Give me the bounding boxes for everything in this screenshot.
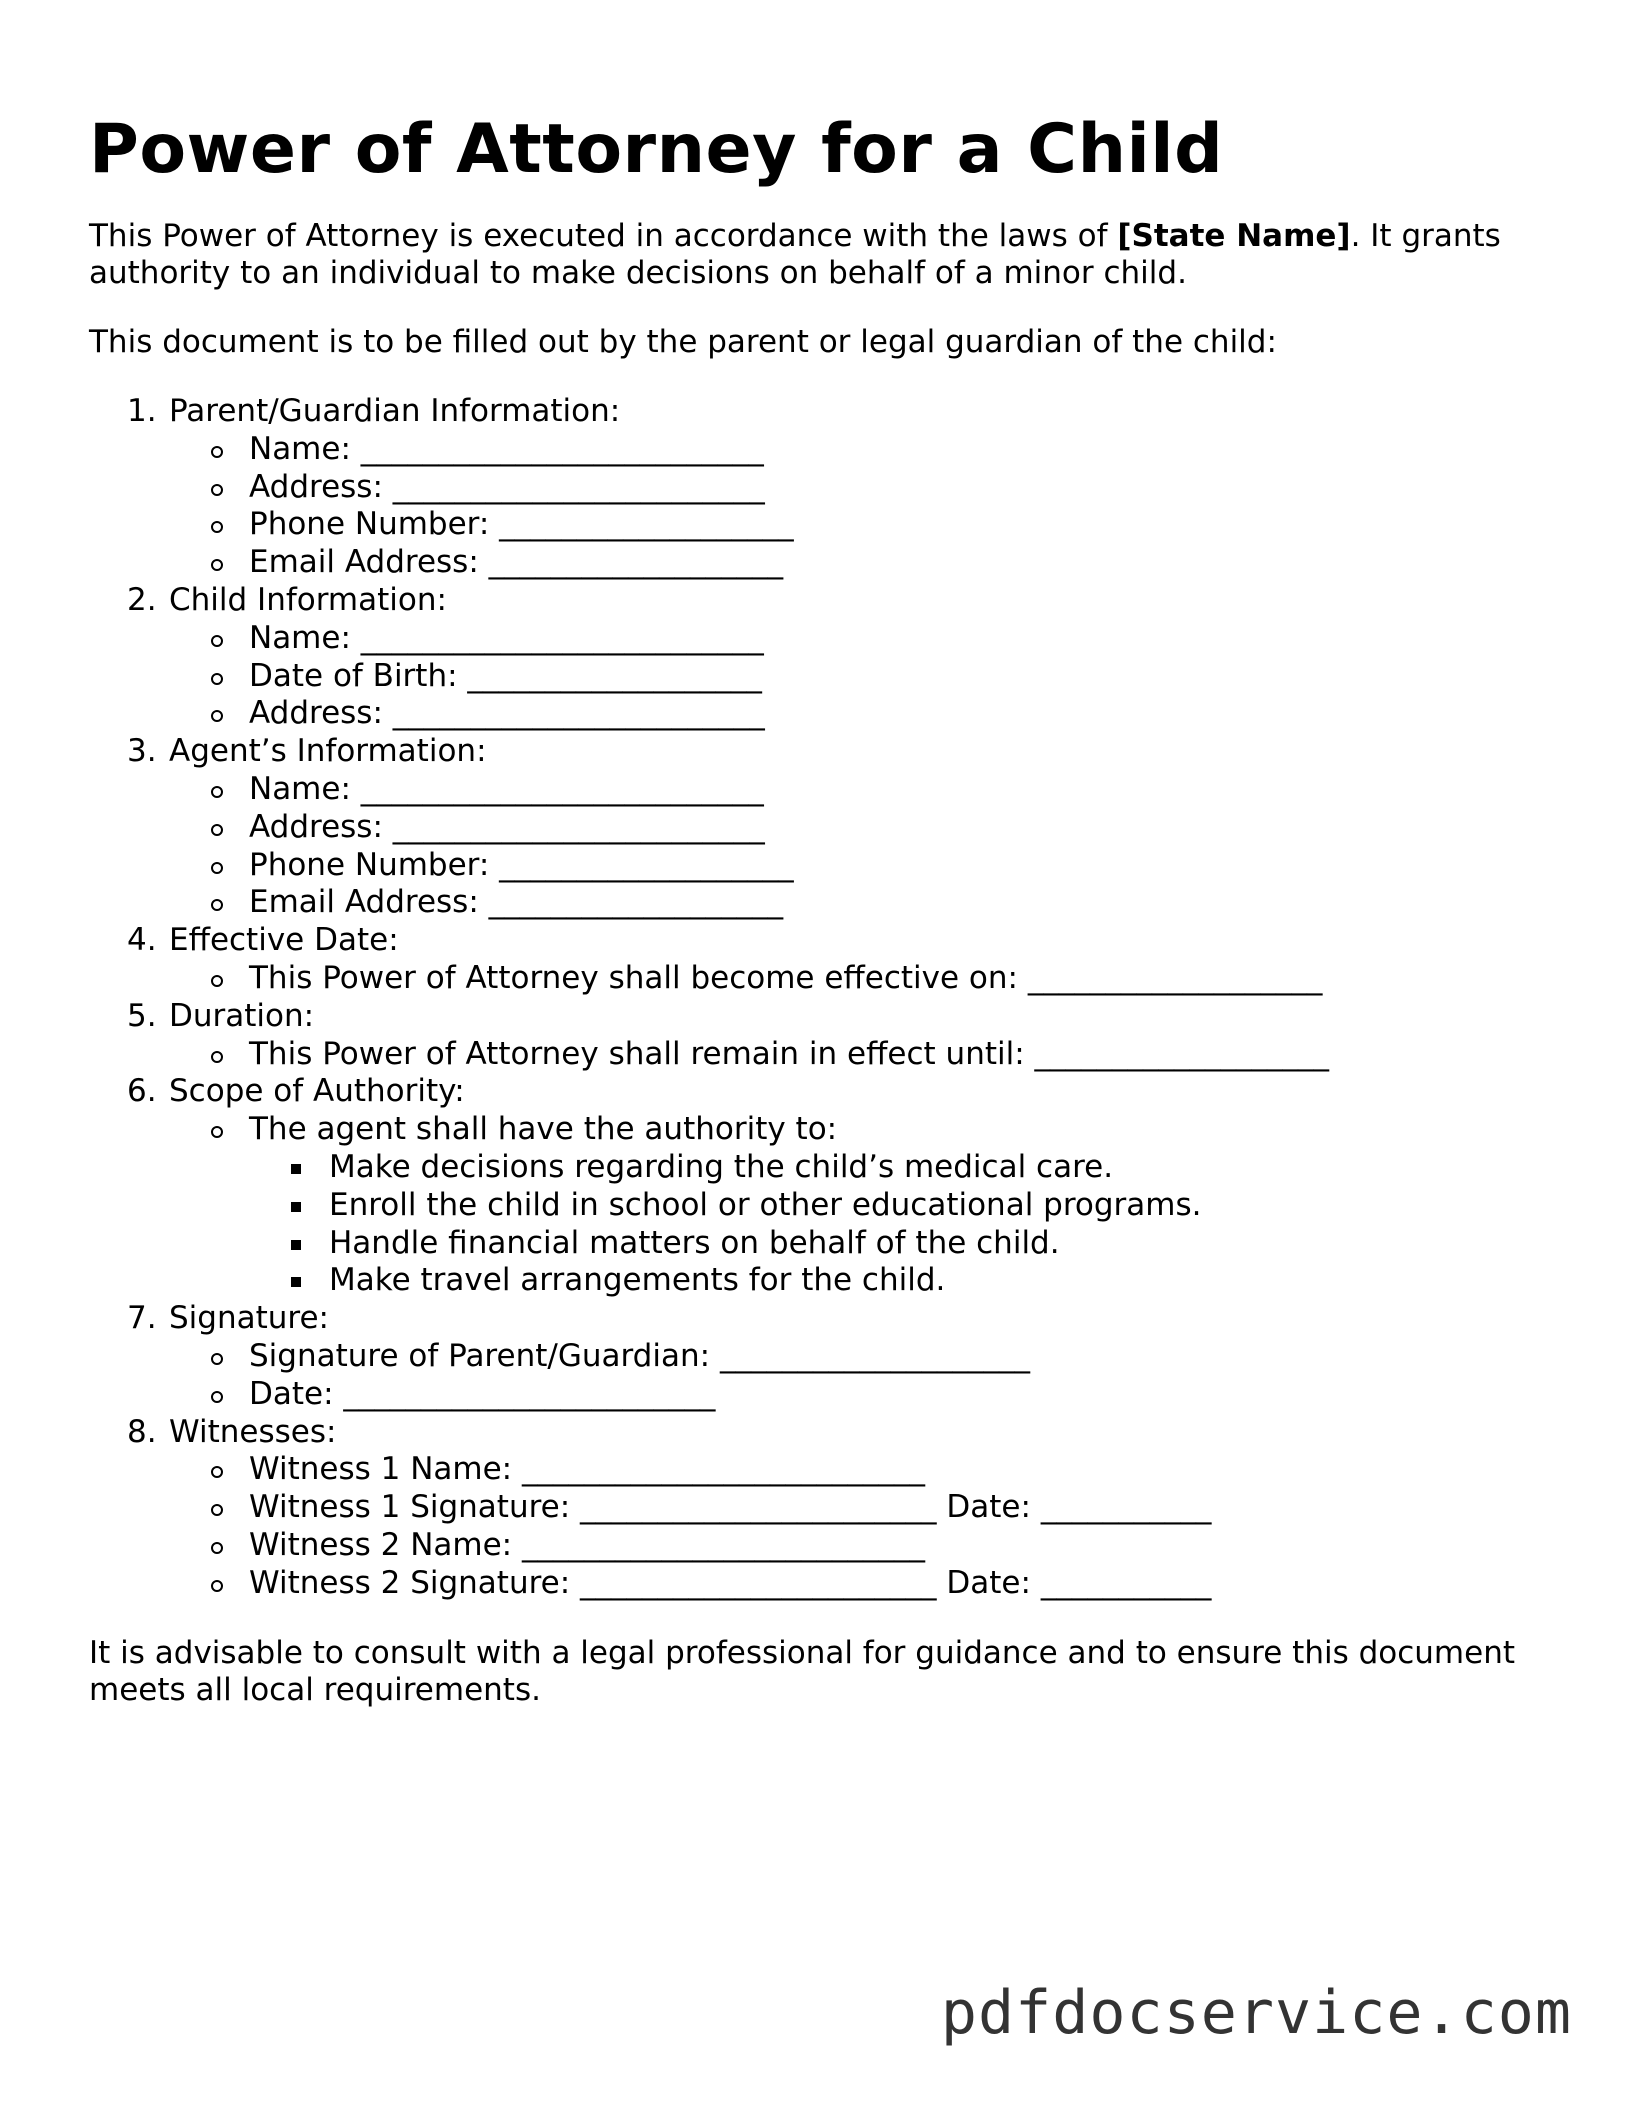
- field-item: [169, 1111, 1549, 1300]
- fill-in-blank[interactable]: ____________________: [719, 1337, 1030, 1374]
- closing-paragraph: It is advisable to consult with a legal professional for guidance and to ensure this document meets all local requirements.: [89, 1634, 1515, 1708]
- circle-bullet-icon: [211, 446, 223, 458]
- fill-in-blank[interactable]: ___________________: [1034, 1035, 1330, 1072]
- circle-bullet-icon: [211, 1542, 223, 1554]
- circle-bullet-icon: [211, 1504, 223, 1516]
- state-name-placeholder: [State Name]: [1117, 218, 1351, 254]
- document-title: Power of Attorney for a Child: [89, 110, 1224, 189]
- fill-in-blank[interactable]: __________________________: [521, 1526, 925, 1563]
- section-item: [89, 922, 1549, 998]
- field-label: Address:: [249, 468, 383, 505]
- fill-in-blank[interactable]: ________________________: [343, 1375, 716, 1412]
- fill-in-blank[interactable]: __________________________: [360, 619, 764, 656]
- field-list: [169, 431, 1549, 582]
- field-list: [169, 1338, 1549, 1414]
- fill-in-blank[interactable]: _______________________: [580, 1564, 937, 1601]
- circle-bullet-icon: [211, 862, 223, 874]
- field-label: Witness 2 Name:: [249, 1526, 513, 1563]
- fill-in-blank[interactable]: ___________________: [467, 657, 762, 694]
- fill-in-blank[interactable]: ___________________: [499, 506, 794, 543]
- section-item: [89, 1073, 1549, 1300]
- section-number: 7.: [127, 1300, 157, 1337]
- sections-list: [89, 393, 1549, 1603]
- field-item: [169, 431, 1549, 469]
- field-list: [169, 960, 1549, 998]
- field-label: Email Address:: [249, 544, 479, 581]
- section-item: [89, 1414, 1549, 1603]
- field-item: [169, 620, 1549, 658]
- field-list: [169, 1111, 1549, 1300]
- circle-bullet-icon: [211, 1580, 223, 1592]
- circle-bullet-icon: [211, 786, 223, 798]
- circle-bullet-icon: [211, 824, 223, 836]
- square-bullet-icon: [291, 1240, 301, 1250]
- field-label: Address:: [249, 695, 383, 732]
- authority-text: Enroll the child in school or other educational programs.: [329, 1186, 1202, 1223]
- field-item: [169, 771, 1549, 809]
- field-label: Name:: [249, 430, 351, 467]
- circle-bullet-icon: [211, 899, 223, 911]
- section-number: 2.: [127, 581, 157, 618]
- field-label: This Power of Attorney shall remain in effect until:: [249, 1035, 1025, 1072]
- field-item: [169, 809, 1549, 847]
- field-item: [169, 469, 1549, 507]
- field-list: [169, 1451, 1549, 1602]
- field-item: [169, 506, 1549, 544]
- field-item: [169, 1376, 1549, 1414]
- field-list: [169, 1036, 1549, 1074]
- circle-bullet-icon: [211, 710, 223, 722]
- circle-bullet-icon: [211, 1051, 223, 1063]
- section-label: Parent/Guardian Information:: [169, 393, 621, 429]
- field-label: Signature of Parent/Guardian:: [249, 1337, 711, 1374]
- field-list: [169, 620, 1549, 733]
- intro-paragraph: [89, 218, 1549, 292]
- field-label: Witness 1 Name:: [249, 1451, 513, 1488]
- fill-in-blank[interactable]: ___________________: [488, 544, 784, 581]
- intro-text-after: . It grants authority to an individual to make decisions on behalf of a minor child.: [89, 218, 1501, 291]
- field-item: [169, 960, 1549, 998]
- fill-in-blank[interactable]: ________________________: [392, 808, 765, 845]
- circle-bullet-icon: [211, 1126, 223, 1138]
- section-number: 4.: [127, 922, 157, 959]
- section-label: Witnesses:: [169, 1413, 337, 1450]
- field-label: Name:: [249, 770, 351, 807]
- field-label: Phone Number:: [249, 846, 490, 883]
- field-item: [169, 1565, 1549, 1603]
- authority-item: [249, 1149, 1549, 1187]
- authority-list: [249, 1149, 1549, 1300]
- field-label: Name:: [249, 619, 351, 656]
- field-item: [169, 884, 1549, 922]
- field-label: The agent shall have the authority to:: [249, 1111, 838, 1148]
- field-label: This Power of Attorney shall become effective on:: [249, 959, 1018, 996]
- date-label: Date:: [946, 1489, 1031, 1526]
- field-item: [169, 847, 1549, 885]
- field-item: [169, 544, 1549, 582]
- section-number: 6.: [127, 1073, 157, 1110]
- document-page: [89, 110, 1549, 1741]
- field-label: Date of Birth:: [249, 657, 458, 694]
- section-item: [89, 998, 1549, 1074]
- fill-in-blank[interactable]: ________________________: [392, 695, 765, 732]
- section-label: Agent’s Information:: [169, 733, 487, 770]
- date-blank[interactable]: ___________: [1040, 1564, 1212, 1601]
- field-label: Address:: [249, 808, 383, 845]
- fill-in-blank[interactable]: __________________________: [521, 1451, 925, 1488]
- fill-in-blank[interactable]: ________________________: [392, 468, 765, 505]
- section-label: Scope of Authority:: [169, 1073, 465, 1110]
- fill-in-blank[interactable]: ___________________: [499, 846, 794, 883]
- fill-in-blank[interactable]: __________________________: [360, 430, 764, 467]
- circle-bullet-icon: [211, 521, 223, 533]
- fill-in-blank[interactable]: ___________________: [488, 884, 784, 921]
- watermark: pdfdocservice.com: [940, 1978, 1572, 2048]
- date-label: Date:: [946, 1564, 1031, 1601]
- field-label: Phone Number:: [249, 506, 490, 543]
- section-label: Signature:: [169, 1300, 329, 1337]
- authority-item: [249, 1225, 1549, 1263]
- field-item: [169, 1489, 1549, 1527]
- square-bullet-icon: [291, 1164, 301, 1174]
- field-label: Witness 1 Signature:: [249, 1489, 571, 1526]
- circle-bullet-icon: [211, 635, 223, 647]
- field-label: Date:: [249, 1375, 334, 1412]
- field-list: [169, 771, 1549, 922]
- circle-bullet-icon: [211, 673, 223, 685]
- circle-bullet-icon: [211, 1353, 223, 1365]
- fill-in-blank[interactable]: ___________________: [1027, 959, 1323, 996]
- section-item: [89, 582, 1549, 733]
- field-item: [169, 1451, 1549, 1489]
- fill-in-blank[interactable]: __________________________: [360, 770, 764, 807]
- square-bullet-icon: [291, 1202, 301, 1212]
- authority-text: Handle financial matters on behalf of the child.: [329, 1224, 1060, 1261]
- field-item: [169, 1338, 1549, 1376]
- instruction-paragraph: This document is to be filled out by the parent or legal guardian of the child:: [89, 324, 1277, 360]
- circle-bullet-icon: [211, 1391, 223, 1403]
- authority-item: [249, 1262, 1549, 1300]
- section-label: Duration:: [169, 997, 315, 1034]
- field-item: [169, 1527, 1549, 1565]
- field-label: Email Address:: [249, 884, 479, 921]
- circle-bullet-icon: [211, 484, 223, 496]
- section-label: Child Information:: [169, 581, 447, 618]
- fill-in-blank[interactable]: _______________________: [580, 1489, 937, 1526]
- square-bullet-icon: [291, 1277, 301, 1287]
- field-item: [169, 695, 1549, 733]
- circle-bullet-icon: [211, 1466, 223, 1478]
- section-item: [89, 393, 1549, 582]
- section-number: 5.: [127, 997, 157, 1034]
- section-item: [89, 733, 1549, 922]
- section-label: Effective Date:: [169, 922, 399, 959]
- authority-text: Make decisions regarding the child’s medical care.: [329, 1148, 1114, 1185]
- authority-item: [249, 1187, 1549, 1225]
- circle-bullet-icon: [211, 559, 223, 571]
- field-label: Witness 2 Signature:: [249, 1564, 571, 1601]
- field-item: [169, 658, 1549, 696]
- section-number: 3.: [127, 733, 157, 770]
- intro-text-before: This Power of Attorney is executed in accordance with the laws of: [89, 218, 1118, 254]
- field-item: [169, 1036, 1549, 1074]
- circle-bullet-icon: [211, 975, 223, 987]
- section-number: 1.: [127, 393, 157, 429]
- section-item: [89, 1300, 1549, 1413]
- date-blank[interactable]: ___________: [1040, 1489, 1212, 1526]
- section-number: 8.: [127, 1413, 157, 1450]
- authority-text: Make travel arrangements for the child.: [329, 1262, 946, 1299]
